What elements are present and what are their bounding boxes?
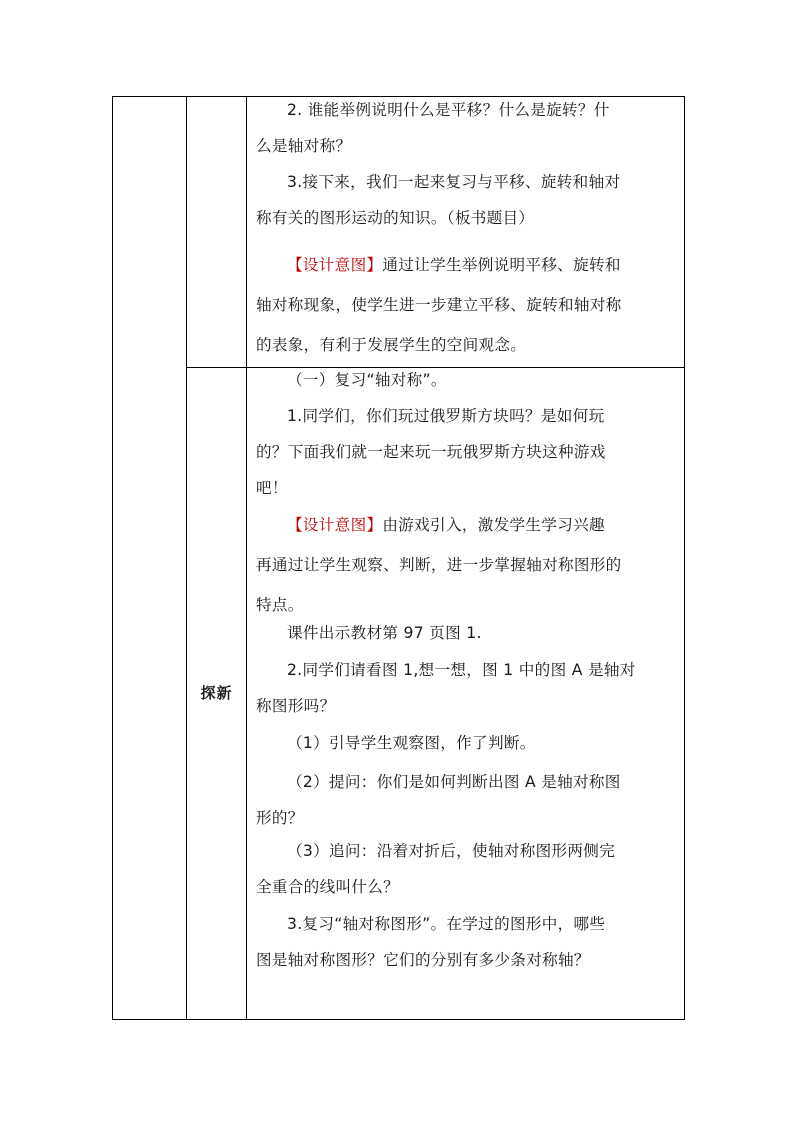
design-intent-2: 【设计意图】由游戏引入，激发学生学习兴趣 再通过让学生观察、判断，进一步掌握轴对称图形的 特点。 [256, 516, 622, 614]
courseware-note: 课件出示教材第 97 页图 1. [287, 624, 482, 642]
design-intent-1: 【设计意图】通过让学生举例说明平移、旋转和 轴对称现象，使学生进一步建立平移、旋转和轴对称 的表象，有利于发展学生的空间观念。 [256, 256, 622, 354]
table-divider-1 [186, 96, 187, 1020]
step-3: （3）追问：沿着对折后，使轴对称图形两侧完 全重合的线叫什么？ [256, 842, 616, 896]
table-border-bottom [112, 1019, 685, 1020]
row-label-explore: 探新 [200, 684, 233, 702]
explore-question-1: 1.同学们，你们玩过俄罗斯方块吗？是如何玩 的？下面我们就一起来玩一玩俄罗斯方块这种游戏 吧！ [256, 407, 606, 497]
explore-heading: （一）复习“轴对称”。 [287, 371, 447, 389]
step-2: （2）提问：你们是如何判断出图 A 是轴对称图 形的？ [256, 773, 621, 827]
explore-question-3: 3.复习“轴对称图形”。在学过的图形中，哪些 图是轴对称图形？它们的分别有多少条对称轴？ [256, 915, 606, 969]
table-border-right [684, 96, 685, 1020]
table-divider-2 [246, 96, 247, 1020]
step-1: （1）引导学生观察图，作了判断。 [287, 734, 536, 752]
review-question-2: 2. 谁能举例说明什么是平移？什么是旋转？什 么是轴对称？ [256, 101, 610, 155]
table-border-left [112, 96, 113, 1020]
design-intent-tag: 【设计意图】 [287, 516, 383, 534]
explore-question-2: 2.同学们请看图 1,想一想，图 1 中的图 A 是轴对 称图形吗？ [256, 661, 636, 715]
design-intent-tag: 【设计意图】 [287, 256, 383, 274]
review-transition-3: 3.接下来，我们一起来复习与平移、旋转和轴对 称有关的图形运动的知识。（板书题目） [256, 173, 621, 227]
